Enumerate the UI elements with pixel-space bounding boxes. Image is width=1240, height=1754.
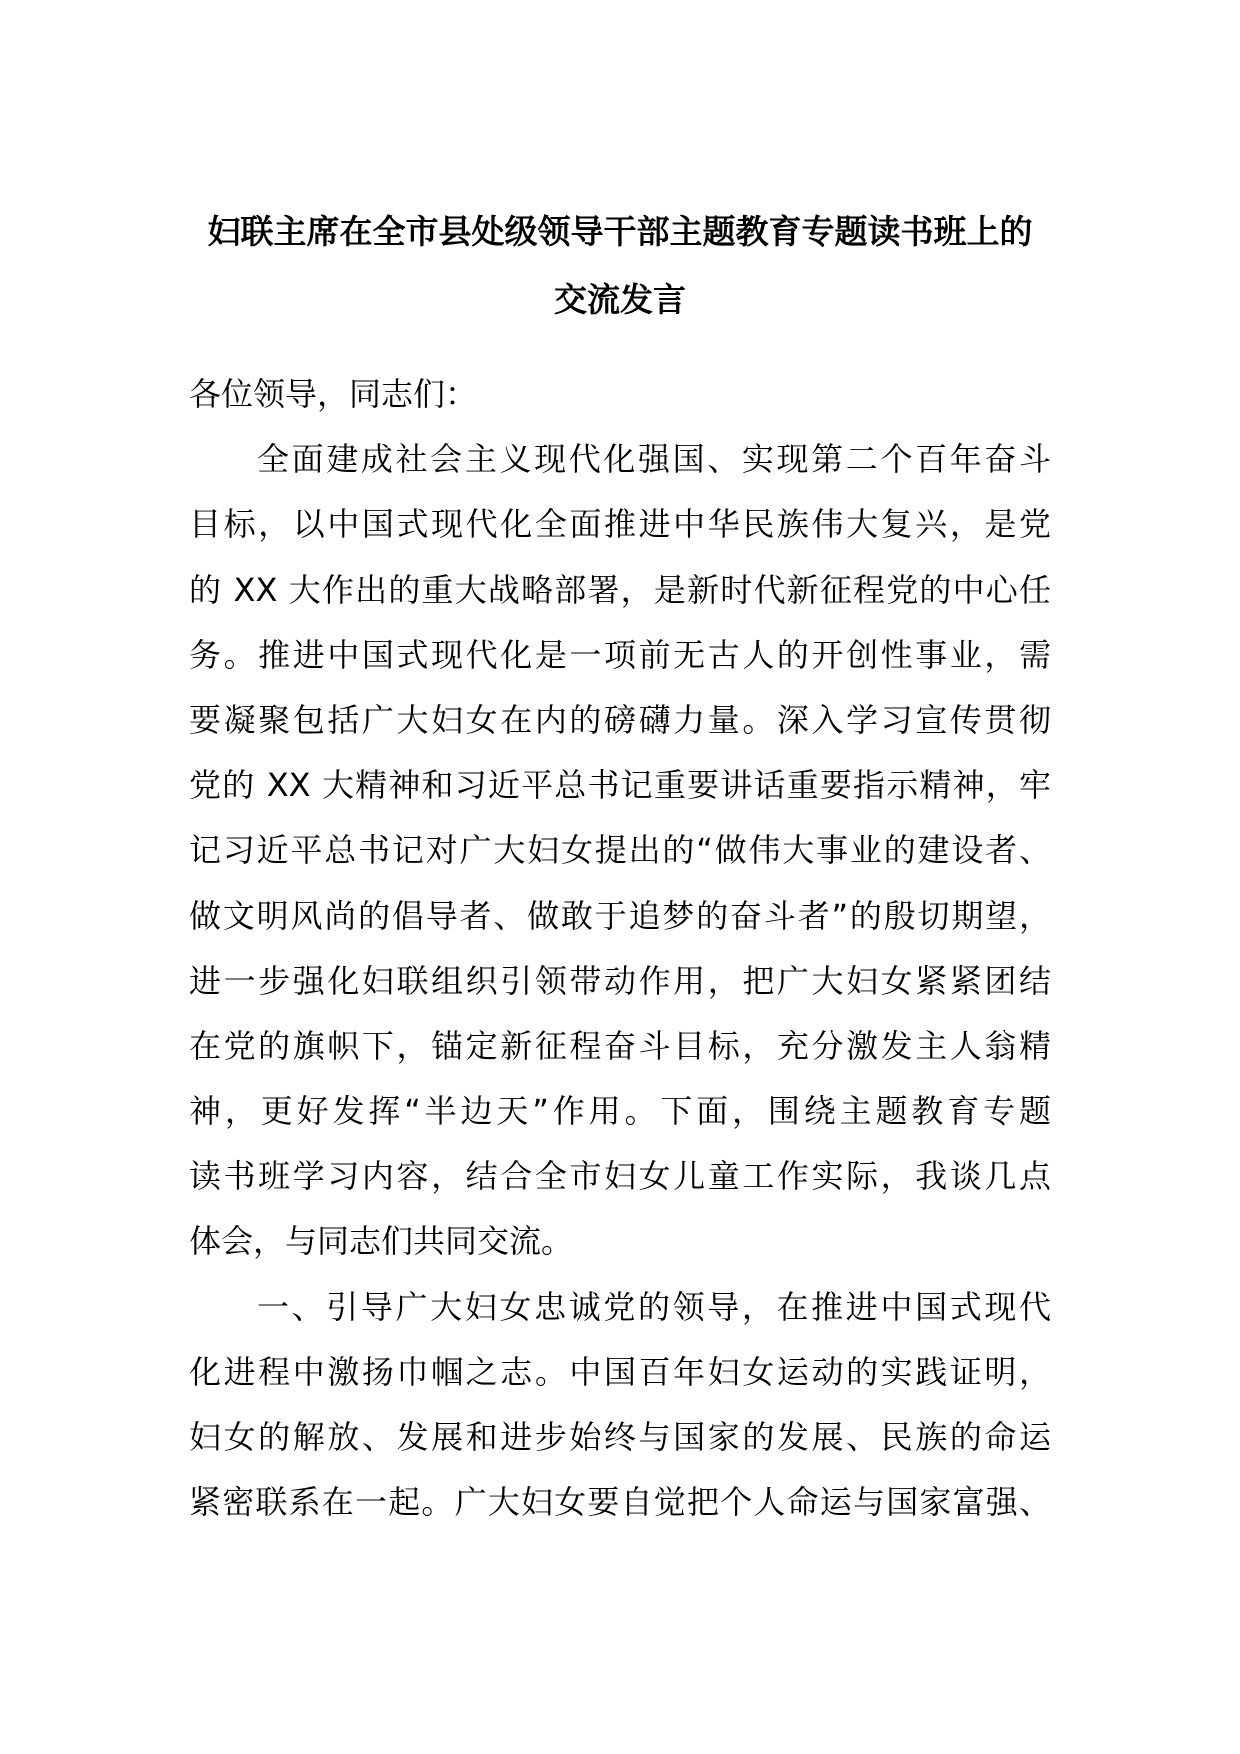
text-line: 各位领导，同志们： bbox=[189, 375, 478, 413]
text-line: 紧密联系在一起。广大妇女要自觉把个人命运与国家富强、 bbox=[189, 1483, 1051, 1522]
text-line: 读书班学习内容，结合全市妇女儿童工作实际，我谈几点 bbox=[189, 1157, 1051, 1196]
text-line: 神，更好发挥“半边天”作用。下面，围绕主题教育专题 bbox=[189, 1092, 1051, 1131]
text-line: 务。推进中国式现代化是一项前无古人的开创性事业，需 bbox=[189, 635, 1051, 674]
text-line: 一、引导广大妇女忠诚党的领导，在推进中国式现代 bbox=[257, 1287, 1051, 1326]
text-line: 妇女的解放、发展和进步始终与国家的发展、民族的命运 bbox=[189, 1418, 1051, 1456]
text-line: 全面建成社会主义现代化强国、实现第二个百年奋斗 bbox=[257, 440, 1051, 479]
document-title-line-1: 妇联主席在全市县处级领导干部主题教育专题读书班上的 bbox=[207, 212, 1033, 251]
document-body bbox=[189, 374, 1051, 1547]
text-line: 记习近平总书记对广大妇女提出的“做伟大事业的建设者、 bbox=[189, 831, 1051, 870]
text-line: 的 XX 大作出的重大战略部署，是新时代新征程党的中心任 bbox=[189, 570, 1051, 609]
text-line: 做文明风尚的倡导者、做敢于追梦的奋斗者”的殷切期望， bbox=[189, 896, 1051, 935]
text-line: 在党的旗帜下，锚定新征程奋斗目标，充分激发主人翁精 bbox=[189, 1026, 1051, 1065]
document-title-line-2: 交流发言 bbox=[554, 280, 686, 319]
text-line: 体会，与同志们共同交流。 bbox=[189, 1222, 574, 1261]
text-line: 目标，以中国式现代化全面推进中华民族伟大复兴，是党 bbox=[189, 505, 1051, 544]
text-line: 要凝聚包括广大妇女在内的磅礴力量。深入学习宣传贯彻 bbox=[189, 700, 1051, 739]
text-line: 进一步强化妇联组织引领带动作用，把广大妇女紧紧团结 bbox=[189, 961, 1051, 1000]
text-line: 化进程中激扬巾帼之志。中国百年妇女运动的实践证明， bbox=[189, 1352, 1051, 1391]
text-line: 党的 XX 大精神和习近平总书记重要讲话重要指示精神，牢 bbox=[189, 766, 1051, 805]
